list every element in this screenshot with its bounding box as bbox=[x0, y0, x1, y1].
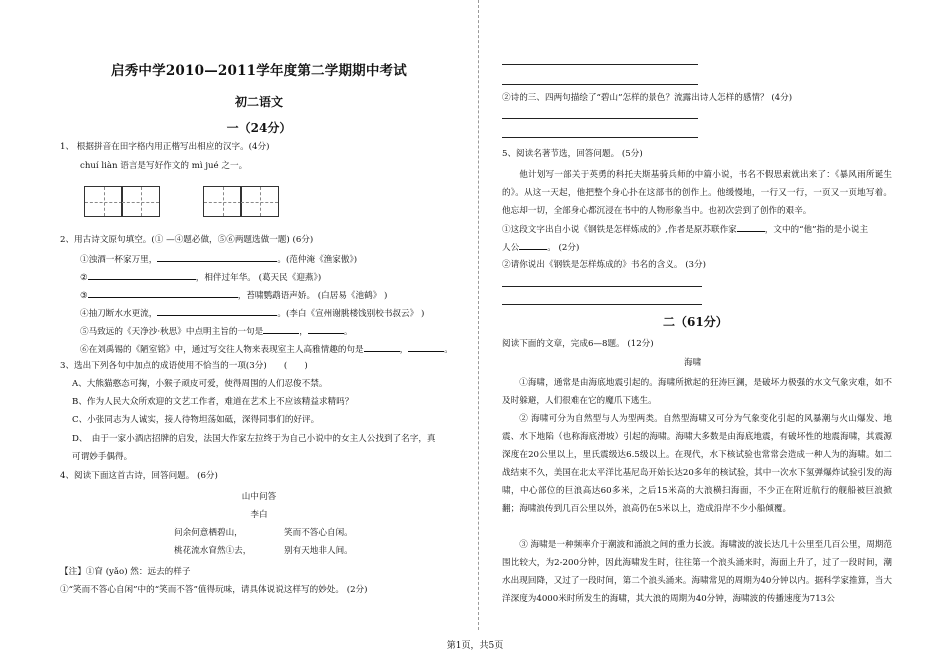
answer-line[interactable] bbox=[502, 64, 698, 65]
poem-author: 李白 bbox=[250, 510, 268, 520]
answer-line[interactable] bbox=[502, 118, 698, 119]
poem-line: 笑而不答心自闲。 bbox=[284, 528, 353, 538]
excerpt-paragraph: 他计划写一部关于英勇的科托夫斯基骑兵师的中篇小说，书名不假思索就出来了：《暴风雨所诞生的》。从这一天起，他把整个身心扑在这部书的创作上。他缓慢地，一行又一行，一页又一页地写着。他忘却一切，全部身心都沉浸在书中的人物形象当中。也初次尝到了创作的艰辛。 bbox=[502, 170, 892, 216]
reading-intro: 阅读下面的文章，完成6—8题。 (12分) bbox=[502, 339, 654, 349]
answer-blank[interactable] bbox=[157, 252, 277, 262]
question-1-pinyin: chuí liàn 语言是写好作文的 mì jué 之一。 bbox=[80, 161, 248, 171]
option-a: A、大熊猫憨态可掬，小猴子顽皮可爱，使得周围的人们忍俊不禁。 bbox=[72, 379, 328, 389]
question-1: 1、 根据拼音在田字格内用正楷写出相应的汉字。(4分) bbox=[60, 142, 270, 152]
section-one-heading: 一（24分） bbox=[226, 121, 292, 135]
prompt-text: ，文中的“他”指的是小说主 bbox=[764, 225, 869, 235]
prompt-text: ①浊酒一杯家万里， bbox=[80, 255, 158, 265]
option-d: D、 由于一家小酒店招牌的启发，法国大作家左拉终于为自己小说中的女主人公找到了名字，真 bbox=[72, 434, 436, 444]
answer-line[interactable] bbox=[502, 84, 698, 85]
question-3: 3、选出下列各句中加点的成语使用不恰当的一项(3分) ( ) bbox=[60, 361, 308, 371]
source-text: ，相伴过年华。 (葛天民《迎燕》) bbox=[195, 273, 322, 283]
answer-line[interactable] bbox=[502, 286, 702, 287]
page-footer: 第1页，共5页 bbox=[446, 641, 504, 651]
poem-line: 别有天地非人间。 bbox=[284, 546, 353, 556]
answer-blank[interactable] bbox=[519, 240, 547, 250]
answer-blank[interactable] bbox=[88, 288, 238, 298]
exam-title: 启秀中学2010—2011学年度第二学期期中考试 bbox=[111, 63, 407, 79]
question-2-item bbox=[80, 270, 321, 285]
prompt-text: ④抽刀断水水更流， bbox=[80, 309, 158, 319]
answer-blank[interactable] bbox=[408, 342, 444, 352]
article-paragraph-1: ①海啸，通常是由海底地震引起的。海啸所掀起的狂涛巨澜，是破坏力极强的水文气象灾难，如不及时躲避，人们很难在它的魔爪下逃生。 bbox=[502, 378, 892, 406]
source-text: 。(范仲淹《渔家傲》) bbox=[277, 255, 358, 265]
poem-note: 【注】①窅 (yǎo) 然：远去的样子 bbox=[60, 567, 191, 577]
option-c: C、小张同志为人诚实，接人待物坦荡如砥，深得同事们的好评。 bbox=[72, 415, 320, 425]
question-5-1-continued bbox=[502, 240, 579, 255]
prompt-text: 人公 bbox=[502, 243, 520, 253]
question-4-2: ②诗的三、四两句描绘了“碧山”怎样的景色？流露出诗人怎样的感情？ (4分) bbox=[502, 93, 793, 103]
question-2-item bbox=[80, 306, 424, 321]
question-2-item bbox=[80, 288, 387, 303]
answer-blank[interactable] bbox=[308, 324, 344, 334]
prompt-text: ①这段文字出自小说《钢铁是怎样炼成的》,作者是原苏联作家 bbox=[502, 225, 737, 235]
article-title: 海啸 bbox=[684, 358, 702, 368]
writing-grid-box[interactable] bbox=[240, 186, 279, 217]
poem-line: 桃花流水窅然①去， bbox=[174, 546, 252, 556]
option-b: B、作为人民大众所欢迎的文艺工作者，难道在艺术上不应该精益求精吗？ bbox=[72, 397, 354, 407]
answer-blank[interactable] bbox=[737, 222, 765, 232]
answer-line[interactable] bbox=[502, 304, 702, 305]
answer-blank[interactable] bbox=[88, 270, 196, 280]
prompt-text: ⑥在刘禹锡的《陋室铭》中，通过写交往人物来表现室主人高雅情趣的句是 bbox=[80, 345, 364, 355]
question-4-1: ①“笑而不答心自闲”中的“笑而不答”值得玩味，请具体说说这样写的妙处。 (2分) bbox=[60, 585, 368, 595]
question-5: 5、阅读名著节选，回答问题。 (5分) bbox=[502, 149, 643, 159]
question-2-item bbox=[80, 252, 357, 267]
writing-grid-box[interactable] bbox=[121, 186, 160, 217]
question-5-1 bbox=[502, 222, 868, 237]
writing-grid-box[interactable] bbox=[84, 186, 123, 217]
article-paragraph-2: ② 海啸可分为自然型与人为型两类。自然型海啸又可分为气象变化引起的风暴潮与火山爆发、地震、水下地陷（也称海底滑坡）引起的海啸。海啸大多数是由海底地震，有破坏性的地震海啸，其震源深度在20公里以上，里氏震级达6.5级以上。在现代，水下核试验也常常会造成一种人为的海啸。如二战结束不久，美国在北太平洋比基尼岛开始长达20多年的核试验，其中一次水下氢弹爆炸试验引发的海啸，中心部位的巨浪高达60多米，之后15米高的大浪横扫海面，不少正在附近航行的舰船被巨浪掀翻；海啸浪传到几百公里以外，浪高仍在5米以上，造成沿岸不少小船倾覆。 bbox=[502, 414, 892, 514]
prompt-text: ⑤马致远的《天净沙·秋思》中点明主旨的一句是 bbox=[80, 327, 264, 337]
exam-subtitle: 初二语文 bbox=[234, 95, 283, 109]
writing-grid-box[interactable] bbox=[203, 186, 242, 217]
question-2-item: ⑤马致远的《天净沙·秋思》中点明主旨的一句是 ， 。 bbox=[80, 324, 352, 339]
source-text: 。(李白《宣州谢朓楼饯别校书叔云》 ) bbox=[277, 309, 425, 319]
question-2-item: ⑥在刘禹锡的《陋室铭》中，通过写交往人物来表现室主人高雅情趣的句是 ， 。 bbox=[80, 342, 453, 357]
option-d-continued: 可谓妙手偶得。 bbox=[72, 452, 133, 462]
prompt-text: ③ bbox=[80, 291, 88, 301]
question-2: 2、用古诗文原句填空。(① —④题必做，⑤⑥两题选做一题) (6分) bbox=[60, 235, 314, 245]
question-5-2: ②请你说出《钢铁是怎样炼成的》书名的含义。 (3分) bbox=[502, 260, 706, 270]
answer-blank[interactable] bbox=[364, 342, 400, 352]
column-divider bbox=[478, 0, 479, 630]
poem-line: 问余何意栖碧山， bbox=[174, 528, 243, 538]
poem-title: 山中问答 bbox=[241, 492, 277, 502]
answer-blank[interactable] bbox=[157, 306, 277, 316]
source-text: ，苔啸鹦鹉语声娇。 (白居易《池鹤》 ) bbox=[237, 291, 388, 301]
answer-blank[interactable] bbox=[263, 324, 299, 334]
article-paragraph-3: ③ 海啸是一种频率介于潮波和涌浪之间的重力长波。海啸波的波长达几十公里至几百公里，周期范围比较大，为2-200分钟，因此海啸发生时，往往第一个浪头涌来时，海面上升了，过了一段时间，潮水出现回降，又过了一段时间，第二个浪头涌来。海啸常见的周期为40分钟以内。据科学家推算，当大洋深度为4000米时所发生的海啸，其大浪的周期为40分钟，海啸波的传播速度为713公 bbox=[502, 540, 892, 604]
prompt-text: ② bbox=[80, 273, 88, 283]
answer-line[interactable] bbox=[502, 137, 698, 138]
question-4: 4、阅读下面这首古诗，回答问题。 (6分) bbox=[60, 471, 218, 481]
section-two-heading: 二（61分） bbox=[663, 315, 728, 329]
score-text: 。 (2分) bbox=[547, 243, 580, 253]
